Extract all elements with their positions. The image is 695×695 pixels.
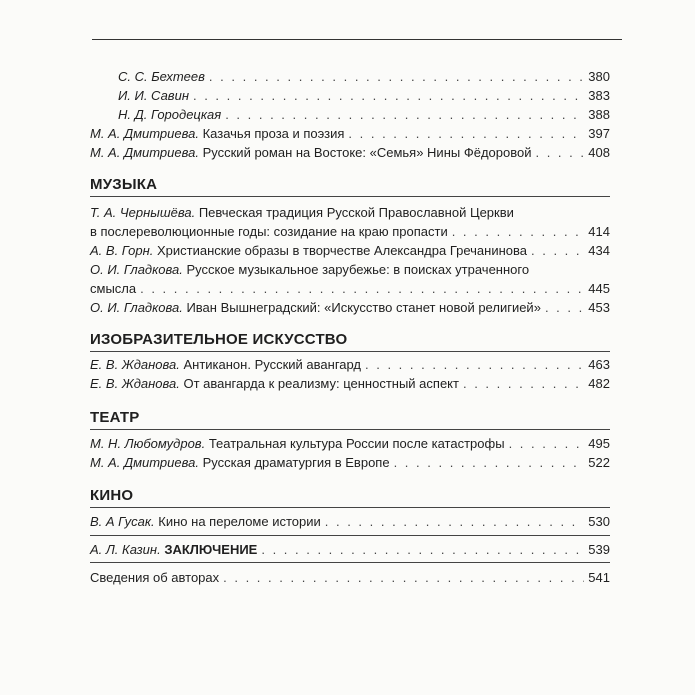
toc-entry-conclusion[interactable] bbox=[90, 540, 610, 559]
entry-author: Т. А. Чернышёва. bbox=[90, 205, 196, 220]
toc-entry[interactable] bbox=[90, 124, 610, 143]
entry-title-cont: в послереволюционные годы: созидание на краю пропасти bbox=[90, 224, 448, 239]
entry-page: 522 bbox=[588, 455, 610, 470]
entry-page: 445 bbox=[588, 281, 610, 296]
section-rule bbox=[90, 351, 610, 352]
entry-author: А. Л. Казин. bbox=[90, 542, 161, 557]
entry-page: 539 bbox=[588, 542, 610, 557]
entry-page: 383 bbox=[588, 88, 610, 103]
entry-page: 414 bbox=[588, 224, 610, 239]
entry-page: 530 bbox=[588, 514, 610, 529]
entry-page: 434 bbox=[588, 243, 610, 258]
toc-entry[interactable] bbox=[90, 512, 610, 531]
section-rule bbox=[90, 562, 610, 563]
entry-author: О. И. Гладкова. bbox=[90, 262, 183, 277]
toc-entry[interactable] bbox=[90, 241, 610, 260]
entry-page: 463 bbox=[588, 357, 610, 372]
section-rule bbox=[90, 429, 610, 430]
entry-author: Е. В. Жданова. bbox=[90, 357, 180, 372]
section-heading-art: ИЗОБРАЗИТЕЛЬНОЕ ИСКУССТВО bbox=[90, 331, 348, 348]
entry-page: 408 bbox=[588, 145, 610, 160]
entry-title: Русское музыкальное зарубежье: в поисках утраченного bbox=[186, 262, 530, 277]
entry-title: От авангарда к реализму: ценностный аспект bbox=[183, 376, 459, 391]
entry-title: Иван Вышнеградский: «Искусство станет новой религией» bbox=[186, 300, 541, 315]
entry-author: Е. В. Жданова. bbox=[90, 376, 180, 391]
entry-title: Сведения об авторах bbox=[90, 570, 220, 585]
toc-entry[interactable] bbox=[90, 86, 610, 105]
entry-title: Антиканон. Русский авангард bbox=[183, 357, 362, 372]
toc-entry[interactable] bbox=[90, 374, 610, 393]
entry-title: ЗАКЛЮЧЕНИЕ bbox=[164, 542, 258, 557]
entry-page: 482 bbox=[588, 376, 610, 391]
entry-page: 397 bbox=[588, 126, 610, 141]
toc-entry-about-authors[interactable] bbox=[90, 568, 610, 587]
section-rule bbox=[90, 507, 610, 508]
entry-title: Театральная культура России после катастрофы bbox=[208, 436, 505, 451]
entry-author: Н. Д. Городецкая bbox=[118, 107, 222, 122]
entry-title: Певческая традиция Русской Православной Церкви bbox=[198, 205, 514, 220]
entry-title: Казачья проза и поэзия bbox=[202, 126, 345, 141]
toc-entry[interactable] bbox=[90, 434, 610, 453]
entry-page: 388 bbox=[588, 107, 610, 122]
toc-entry[interactable] bbox=[90, 105, 610, 124]
section-heading-music: МУЗЫКА bbox=[90, 176, 158, 193]
section-heading-cinema: КИНО bbox=[90, 487, 134, 504]
section-rule bbox=[90, 196, 610, 197]
toc-entry[interactable] bbox=[90, 203, 610, 241]
toc-entry[interactable] bbox=[90, 355, 610, 374]
entry-author: М. А. Дмитриева. bbox=[90, 126, 199, 141]
entry-title: Кино на переломе истории bbox=[158, 514, 321, 529]
entry-title-cont: смысла bbox=[90, 281, 137, 296]
toc-entry[interactable] bbox=[90, 453, 610, 472]
toc-entry[interactable] bbox=[90, 143, 610, 162]
toc-entry[interactable] bbox=[90, 298, 610, 317]
entry-page: 380 bbox=[588, 69, 610, 84]
entry-author: М. А. Дмитриева. bbox=[90, 145, 199, 160]
toc-page bbox=[90, 0, 610, 695]
entry-title: Русский роман на Востоке: «Семья» Нины Фёдоровой bbox=[202, 145, 532, 160]
entry-title: Христианские образы в творчестве Александра Гречанинова bbox=[156, 243, 528, 258]
entry-title: Русская драматургия в Европе bbox=[202, 455, 390, 470]
entry-author: М. А. Дмитриева. bbox=[90, 455, 199, 470]
entry-page: 541 bbox=[588, 570, 610, 585]
entry-author: С. С. Бехтеев bbox=[118, 69, 205, 84]
entry-page: 495 bbox=[588, 436, 610, 451]
entry-author: М. Н. Любомудров. bbox=[90, 436, 206, 451]
entry-author: В. А Гусак. bbox=[90, 514, 155, 529]
toc-entry[interactable] bbox=[90, 260, 610, 298]
entry-author: О. И. Гладкова. bbox=[90, 300, 183, 315]
entry-page: 453 bbox=[588, 300, 610, 315]
section-rule bbox=[90, 535, 610, 536]
entry-author: И. И. Савин bbox=[118, 88, 189, 103]
entry-author: А. В. Горн. bbox=[90, 243, 154, 258]
toc-entry[interactable] bbox=[90, 67, 610, 86]
section-heading-theatre: ТЕАТР bbox=[90, 409, 140, 426]
